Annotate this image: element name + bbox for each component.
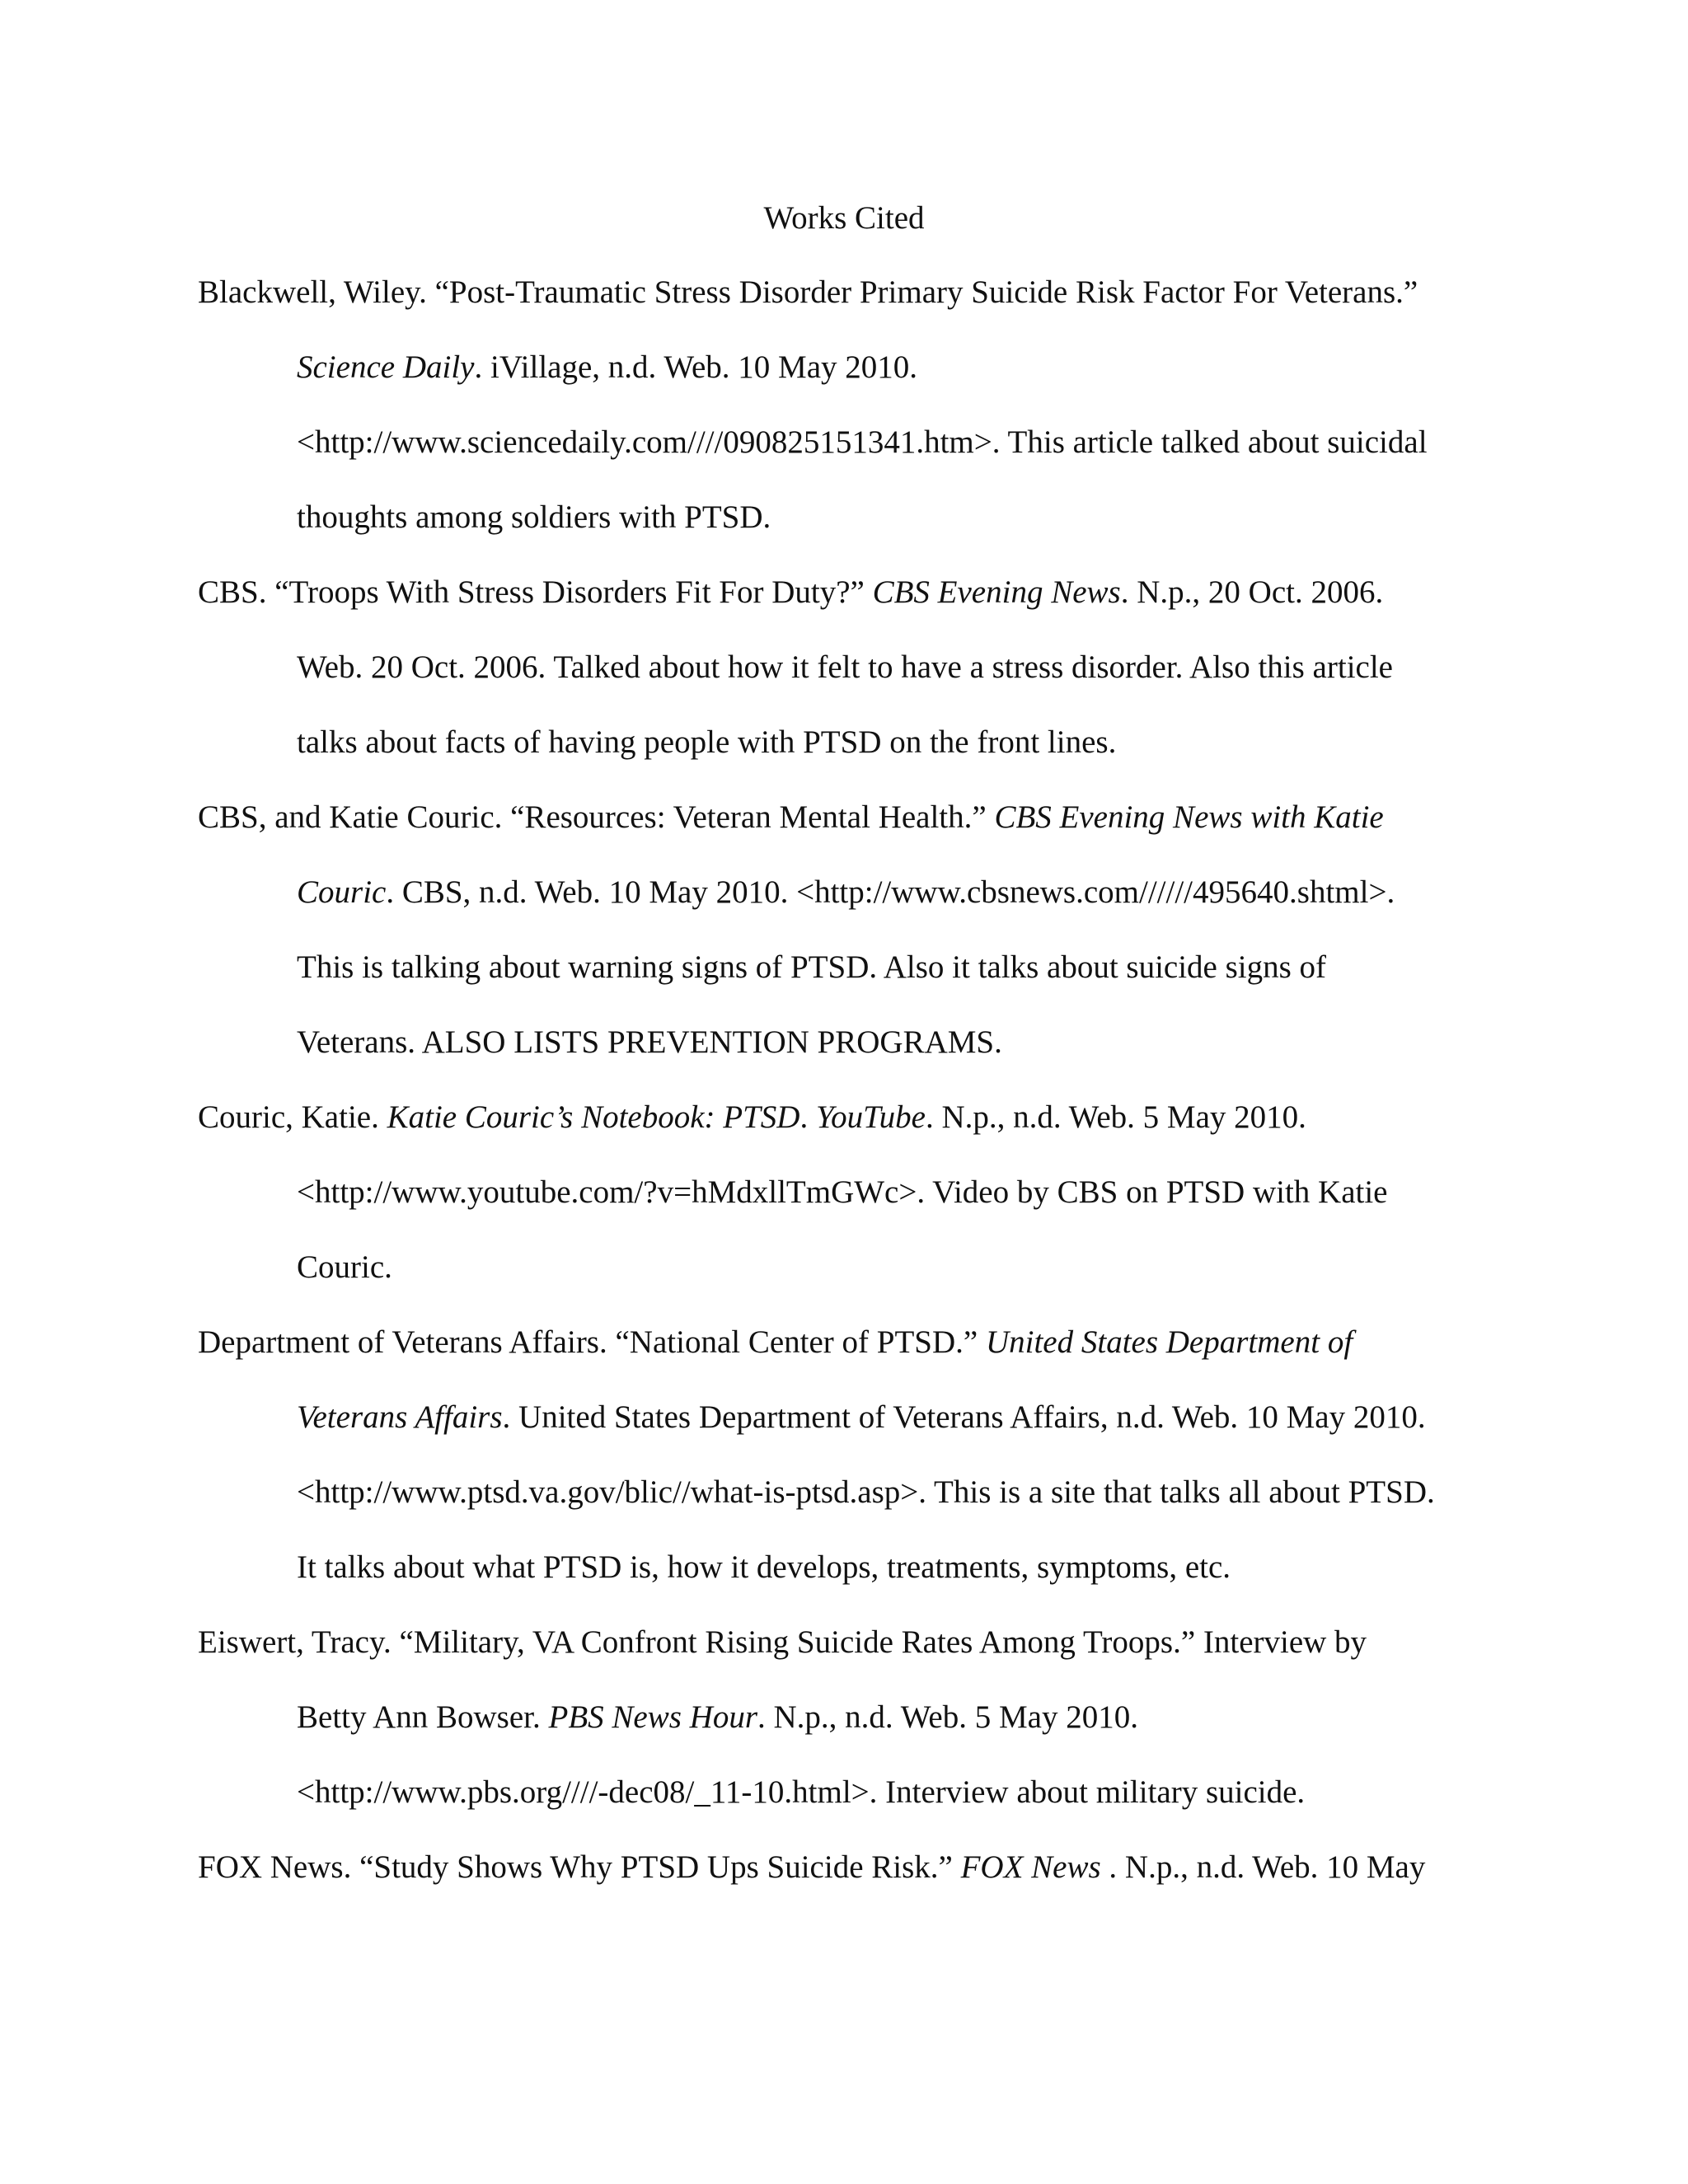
citation-cbs-couric-line-3: This is talking about warning signs of PTSD. Also it talks about suicide signs of — [297, 949, 1327, 985]
citation-couric-notebook-line-1: Couric, Katie. Katie Couric’s Notebook: PTSD. YouTube. N.p., n.d. Web. 5 May 2010. — [198, 1099, 1306, 1135]
citation-cbs-couric-line-1: CBS, and Katie Couric. “Resources: Veteran Mental Health.” CBS Evening News with Katie — [198, 799, 1384, 835]
citation-va-line-3: <http://www.ptsd.va.gov/blic//what-is-ptsd.asp>. This is a site that talks all about PTSD. — [297, 1474, 1435, 1510]
citation-cbs-couric-line-2: Couric. CBS, n.d. Web. 10 May 2010. <http://www.cbsnews.com//////495640.shtml>. — [297, 874, 1395, 910]
citation-blackwell-line-4: thoughts among soldiers with PTSD. — [297, 499, 771, 535]
citation-eiswert-line-2: Betty Ann Bowser. PBS News Hour. N.p., n.d. Web. 5 May 2010. — [297, 1699, 1138, 1735]
citation-cbs-troops-line-3: talks about facts of having people with PTSD on the front lines. — [297, 724, 1117, 760]
citation-cbs-troops-line-2: Web. 20 Oct. 2006. Talked about how it felt to have a stress disorder. Also this article — [297, 649, 1393, 685]
citation-cbs-couric-line-4: Veterans. ALSO LISTS PREVENTION PROGRAMS. — [297, 1024, 1002, 1060]
citation-fox-line-1: FOX News. “Study Shows Why PTSD Ups Suicide Risk.” FOX News . N.p., n.d. Web. 10 May — [198, 1849, 1426, 1885]
citation-blackwell-line-1: Blackwell, Wiley. “Post-Traumatic Stress Disorder Primary Suicide Risk Factor For Veterans.” — [198, 274, 1418, 310]
citation-eiswert-line-1: Eiswert, Tracy. “Military, VA Confront Rising Suicide Rates Among Troops.” Interview by — [198, 1624, 1367, 1660]
page-title: Works Cited — [763, 200, 925, 236]
citation-va-line-1: Department of Veterans Affairs. “National Center of PTSD.” United States Department of — [198, 1324, 1353, 1360]
citation-eiswert-line-3: <http://www.pbs.org////-dec08/_11-10.html>. Interview about military suicide. — [297, 1774, 1306, 1810]
citation-cbs-troops-line-1: CBS. “Troops With Stress Disorders Fit For Duty?” CBS Evening News. N.p., 20 Oct. 2006. — [198, 574, 1384, 610]
citation-couric-notebook-line-3: Couric. — [297, 1249, 392, 1285]
citation-blackwell-line-2: Science Daily. iVillage, n.d. Web. 10 May 2010. — [297, 349, 918, 385]
citation-couric-notebook-line-2: <http://www.youtube.com/?v=hMdxllTmGWc>. Video by CBS on PTSD with Katie — [297, 1174, 1388, 1210]
citation-va-line-4: It talks about what PTSD is, how it develops, treatments, symptoms, etc. — [297, 1549, 1231, 1585]
citation-blackwell-line-3: <http://www.sciencedaily.com////090825151341.htm>. This article talked about suicidal — [297, 424, 1428, 460]
citation-va-line-2: Veterans Affairs. United States Department of Veterans Affairs, n.d. Web. 10 May 2010. — [297, 1399, 1426, 1435]
